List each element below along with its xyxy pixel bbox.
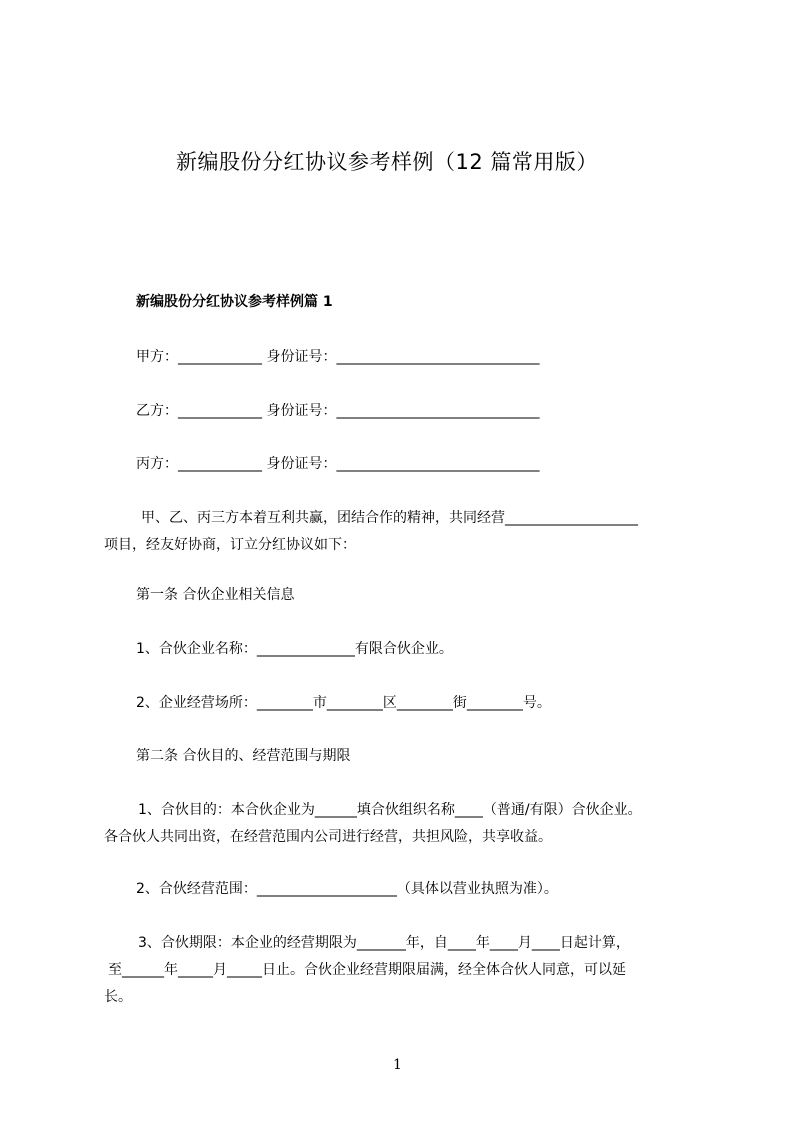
article-2-item-3-line-1: 3、合伙期限：本企业的经营期限为_______年，自____年____月____日起计算， bbox=[138, 935, 630, 951]
party-a-line: 甲方：____________ 身份证号：_____________________________ bbox=[136, 349, 540, 365]
article-1-item-1: 1、合伙企业名称：______________有限合伙企业。 bbox=[136, 641, 453, 657]
intro-line-2: 项目，经友好协商，订立分红协议如下： bbox=[104, 537, 356, 553]
page-number: 1 bbox=[393, 1057, 402, 1073]
document-title: 新编股份分红协议参考样例（12 篇常用版） bbox=[176, 150, 598, 174]
article-2-item-3-line-2: 至______年_____月_____日止。合伙企业经营期限届满，经全体合伙人同意，可以延 bbox=[108, 962, 626, 978]
article-1-item-2: 2、企业经营场所：________市________区________街________号。 bbox=[136, 695, 551, 711]
article-2-item-2: 2、合伙经营范围：____________________（具体以营业执照为准）。 bbox=[136, 881, 558, 897]
article-2-item-3-line-3: 长。 bbox=[104, 989, 132, 1005]
article-2-heading: 第二条 合伙目的、经营范围与期限 bbox=[136, 748, 351, 764]
party-b-line: 乙方：____________ 身份证号：_____________________________ bbox=[136, 403, 540, 419]
party-c-line: 丙方：____________ 身份证号：_____________________________ bbox=[136, 456, 540, 472]
intro-line-1: 甲、乙、丙三方本着互利共赢，团结合作的精神，共同经营___________________ bbox=[141, 510, 638, 526]
article-2-item-1-line-2: 各合伙人共同出资，在经营范围内公司进行经营，共担风险，共享收益。 bbox=[104, 829, 552, 845]
article-1-heading: 第一条 合伙企业相关信息 bbox=[136, 587, 295, 603]
article-2-item-1-line-1: 1、合伙目的：本合伙企业为______填合伙组织名称____（普通/有限）合伙企业。 bbox=[138, 802, 642, 818]
section-title: 新编股份分红协议参考样例篇 1 bbox=[136, 294, 333, 310]
